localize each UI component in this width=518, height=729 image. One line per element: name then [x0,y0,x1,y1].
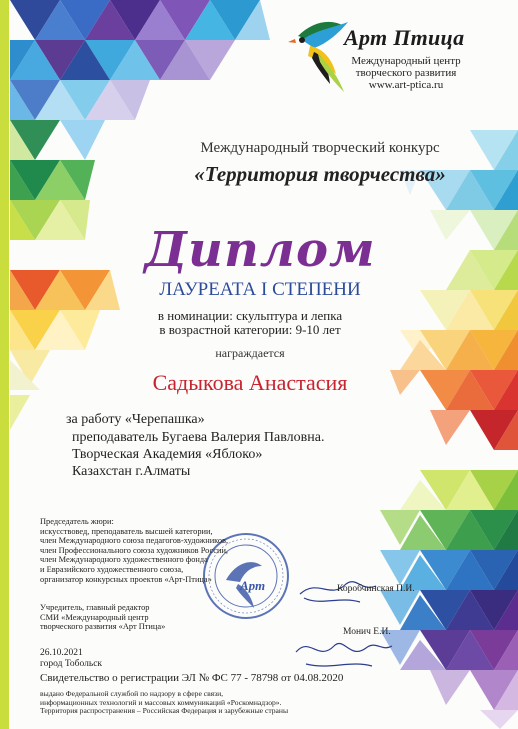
issue-city: город Тобольск [40,659,103,669]
left-stripe [0,0,9,729]
issuer-line: Территория распространения – Российская Федерация и зарубежные страны [40,706,289,716]
jury-line: и Евразийского художественного союза, [40,564,184,574]
contest-name: «Территория творчества» [194,162,446,186]
teacher-line: преподаватель Бугаева Валерия Павловна. [72,430,325,445]
registration-line: Свидетельство о регистрации ЭЛ № ФС 77 - 78798 от 04.08.2020 [40,672,344,684]
awarded-label: награждается [215,346,285,360]
org-subtitle-line: творческого развития [355,67,457,79]
nomination-block [0,309,500,337]
contest-type: Международный творческий конкурс [200,140,440,156]
stamp-label: Арт [240,578,266,593]
jury-signer: Коробчинская П.И. [337,584,415,594]
org-subtitle [336,55,476,91]
age-category-line: в возрастной категории: 9-10 лет [159,322,341,337]
issuer-line: выдано Федеральной службой по надзору в сфере связи, [40,689,224,698]
location-line: Казахстан г.Алматы [72,464,191,479]
jury-line: искусствовед, преподаватель высшей категории, [40,526,213,536]
editor-line: Учредитель, главный редактор [40,603,150,612]
editor-block [40,603,240,632]
jury-block [40,517,280,584]
editor-line: творческого развития «Арт Птица» [40,622,166,632]
diploma-degree: ЛАУРЕАТА I СТЕПЕНИ [159,279,361,300]
diploma-title: Диплом [144,222,376,278]
org-website-link[interactable]: www.art-ptica.ru [368,79,444,91]
editor-signer: Монич Е.И. [343,627,391,637]
signatures [296,582,392,666]
editor-line: СМИ «Международный центр [40,612,149,622]
work-title: за работу «Черепашка» [66,412,205,427]
issue-date: 26.10.2021 [40,648,83,658]
org-name: Арт Птица [344,25,465,50]
registration-issuer [40,690,330,716]
issue-block [40,648,102,670]
issuer-line: информационных технологий и массовых коммуникаций «Роскомнадзор». [40,697,282,707]
org-subtitle-line: Международный центр [351,55,461,67]
top-left-triangle-mosaic [10,0,270,160]
right-triangle-mosaic [380,130,518,729]
nomination-line: в номинации: скульптура и лепка [157,308,343,323]
jury-line: член Профессионального союза художников России, [40,545,229,555]
jury-line: член Международного художественного фонда [40,555,208,565]
jury-line: организатор конкурсных проектов «Арт-Птица» [40,574,212,584]
academy-line: Творческая Академия «Яблоко» [72,447,263,462]
recipient-name: Садыкова Анастасия [152,370,348,395]
jury-line: член Международного союза педагогов-художников, [40,536,229,546]
jury-line: Председатель жюри: [40,517,114,526]
